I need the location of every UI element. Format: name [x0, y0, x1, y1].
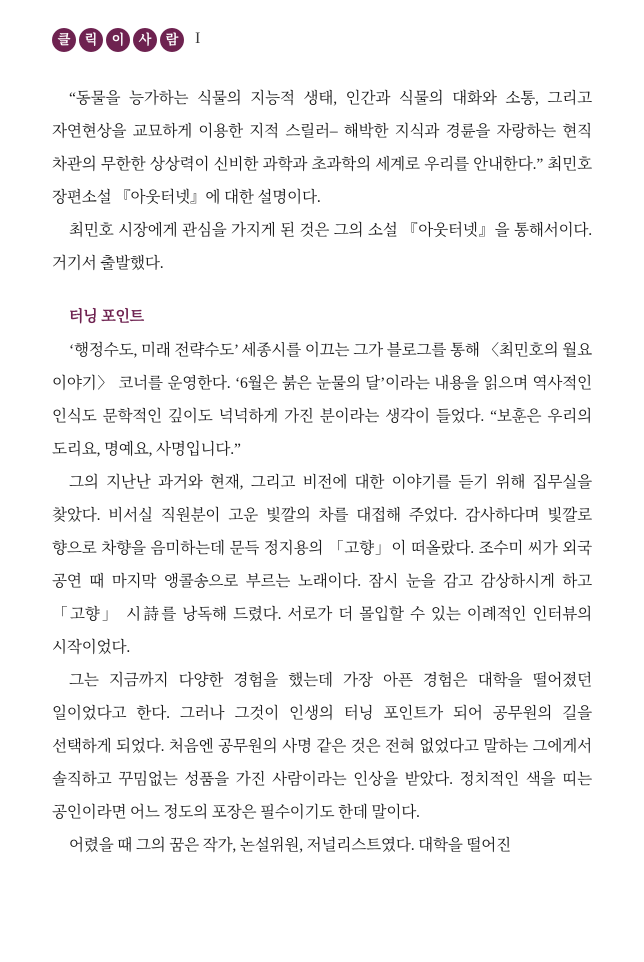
header-tag-letter: 이 — [106, 28, 130, 52]
paragraph-office-visit: 그의 지난난 과거와 현재, 그리고 비전에 대한 이야기를 듣기 위해 집무실을 찾았다. 비서실 직원분이 고운 빛깔의 차를 대접해 주었다. 감사하다며 빛깔로 향으로 차향을 음미하는데 문득 정지용의 「고향」이 떠올랐다. 조수미 씨가 외국 공연 때 마지막 앵콜송으로 부르는 노래이다. 잠시 눈을 감고 감상하시게 하고 「고향」 시詩를 낭독해 드렸다. 서로가 더 몰입할 수 있는 이례적인 인터뷰의 시작이었다. — [52, 474, 592, 656]
paragraph-childhood-dream: 어렸을 때 그의 꿈은 작가, 논설위원, 저널리스트였다. 대학을 떨어진 — [69, 837, 511, 854]
paragraph-turning-point-story: 그는 지금까지 다양한 경험을 했는데 가장 아픈 경험은 대학을 떨어졌던 일이었다고 한다. 그러나 그것이 인생의 터닝 포인트가 되어 공무원의 길을 선택하게 되었다. 처음엔 공무원의 사명 같은 것은 전혀 없었다고 말하는 그에게서 솔직하고 꾸밈없는 성품을 가진 사람이라는 인상을 받았다. 정치적인 색을 띠는 공인이라면 어느 정도의 포장은 필수이기도 한데 말이다. — [52, 672, 592, 821]
header-numeral: I — [195, 30, 201, 47]
paragraph-quote-intro: “동물을 능가하는 식물의 지능적 생태, 인간과 식물의 대화와 소통, 그리고 자연현상을 교묘하게 이용한 지적 스릴러– 해박한 지식과 경륜을 자랑하는 현직 차관의 무한한 상상력이 신비한 과학과 초과학의 세계로 우리를 안내한다.” 최민호 장편소설 『아웃터넷』에 대한 설명이다. — [52, 90, 592, 206]
paragraph-blog-corner: ‘행정수도, 미래 전략수도’ 세종시를 이끄는 그가 블로그를 통해 〈최민호의 월요 이야기〉 코너를 운영한다. ‘6월은 붉은 눈물의 달’이라는 내용을 읽으며 역사적인 인식도 문학적인 깊이도 넉넉하게 가진 분이라는 생각이 들었다. “보훈은 우리의 도리요, 명예요, 사명입니다.” — [52, 342, 592, 458]
article-body — [52, 82, 592, 862]
header-tag-letter: 사 — [133, 28, 157, 52]
header-tag-letter: 람 — [160, 28, 184, 52]
header-tag-letters — [52, 28, 184, 52]
header-tag-letter: 릭 — [79, 28, 103, 52]
running-header — [52, 28, 592, 52]
paragraph-interest-origin: 최민호 시장에게 관심을 가지게 된 것은 그의 소설 『아웃터넷』을 통해서이다. 거기서 출발했다. — [52, 222, 592, 272]
section-subheading: 터닝 포인트 — [69, 308, 144, 325]
header-tag-letter: 클 — [52, 28, 76, 52]
